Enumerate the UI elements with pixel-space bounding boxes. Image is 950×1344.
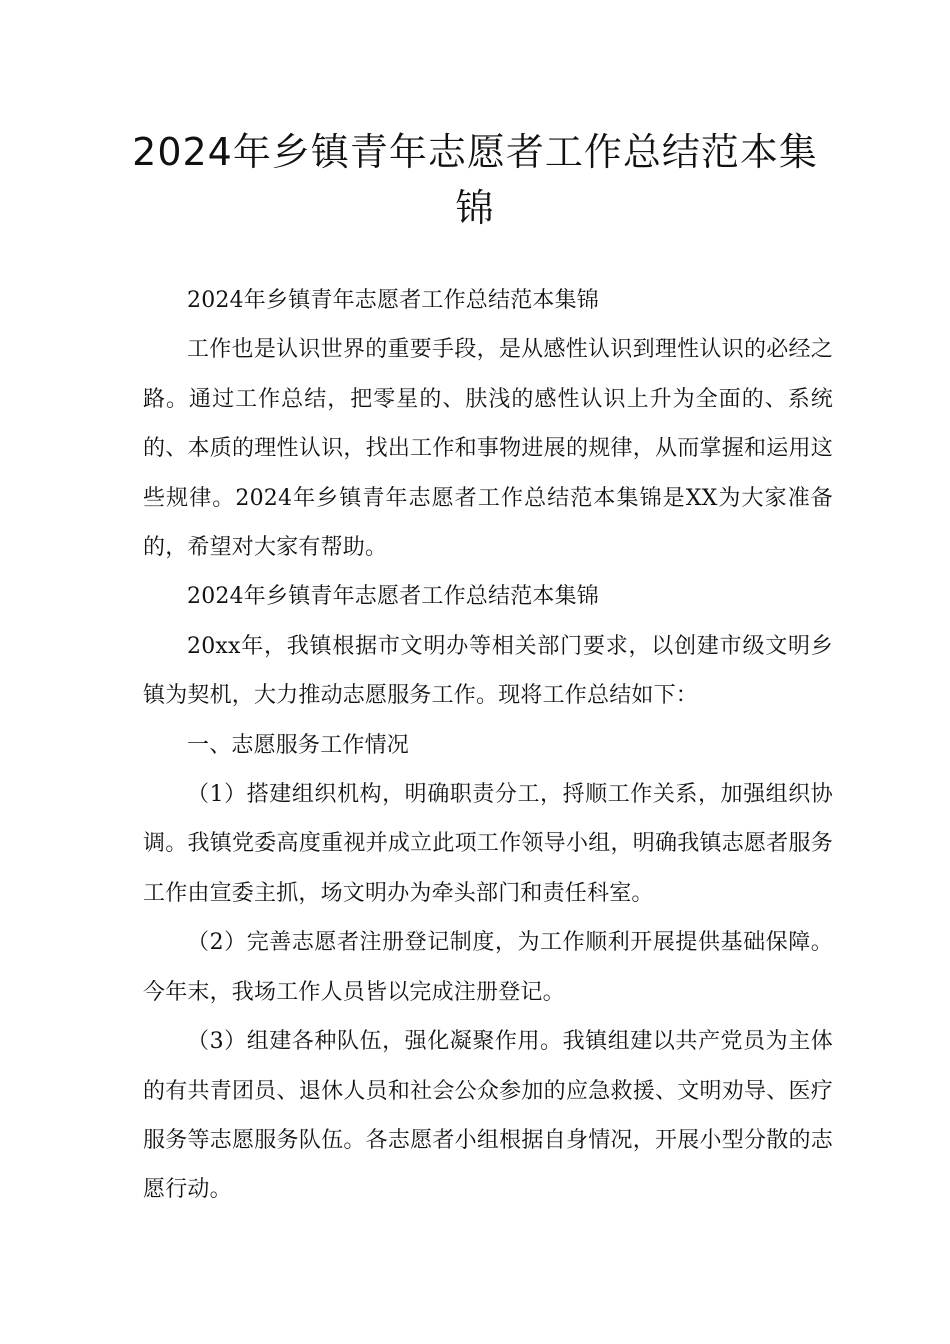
paragraph-subtitle-repeat: 2024年乡镇青年志愿者工作总结范本集锦 [187, 584, 599, 610]
document-body [143, 276, 833, 1215]
paragraph-item-2: （2）完善志愿者注册登记制度，为工作顺利开展提供基础保障。今年末，我场工作人员皆以完成注册登记。 [143, 930, 833, 1005]
paragraph-item-1: （1）搭建组织机构，明确职责分工，捋顺工作关系，加强组织协调。我镇党委高度重视并成立此项工作领导小组，明确我镇志愿者服务工作由宣委主抓，场文明办为牵头部门和责任科室。 [143, 782, 833, 906]
paragraph-subtitle: 2024年乡镇青年志愿者工作总结范本集锦 [187, 288, 599, 313]
paragraph-item-3: （3）组建各种队伍，强化凝聚作用。我镇组建以共产党员为主体的有共青团员、退休人员和社会公众参加的应急救援、文明劝导、医疗服务等志愿服务队伍。各志愿者小组根据自身情况，开展小型分散的志愿行动。 [143, 1029, 833, 1203]
document-title: 2024年乡镇青年志愿者工作总结范本集锦 [132, 130, 818, 230]
paragraph-overview: 20xx年，我镇根据市文明办等相关部门要求，以创建市级文明乡镇为契机，大力推动志愿服务工作。现将工作总结如下： [143, 633, 833, 709]
section-heading: 一、志愿服务工作情况 [187, 732, 410, 758]
paragraph-intro: 工作也是认识世界的重要手段，是从感性认识到理性认识的必经之路。通过工作总结，把零星的、肤浅的感性认识上升为全面的、系统的、本质的理性认识，找出工作和事物进展的规律，从而掌握和运用这些规律。2024年乡镇青年志愿者工作总结范本集锦是XX为大家准备的，希望对大家有帮助。 [143, 337, 833, 561]
